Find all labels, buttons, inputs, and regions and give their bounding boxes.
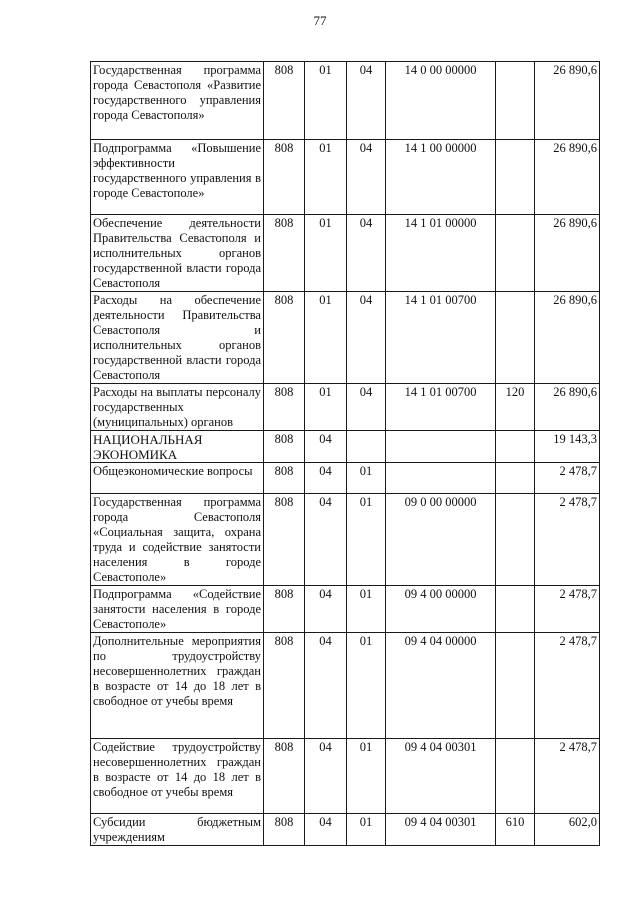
row-pr: 04 bbox=[347, 215, 386, 292]
row-ved: 808 bbox=[264, 384, 305, 431]
row-ved: 808 bbox=[264, 586, 305, 633]
row-rz: 04 bbox=[305, 739, 347, 814]
row-ved: 808 bbox=[264, 431, 305, 463]
row-csr: 09 4 04 00301 bbox=[386, 739, 496, 814]
row-ved: 808 bbox=[264, 739, 305, 814]
row-pr: 04 bbox=[347, 62, 386, 140]
row-csr: 14 1 01 00700 bbox=[386, 384, 496, 431]
row-vr: 610 bbox=[496, 814, 535, 846]
row-pr: 01 bbox=[347, 814, 386, 846]
row-vr bbox=[496, 292, 535, 384]
row-name: Подпрограмма «Повышение эффективности государственного управления в городе Севастополе» bbox=[91, 140, 264, 215]
row-rz: 01 bbox=[305, 292, 347, 384]
table-row bbox=[91, 431, 600, 463]
table-row bbox=[91, 292, 600, 384]
table-row bbox=[91, 384, 600, 431]
table-row bbox=[91, 62, 600, 140]
row-vr bbox=[496, 463, 535, 494]
row-rz: 04 bbox=[305, 431, 347, 463]
row-sum: 2 478,7 bbox=[535, 586, 600, 633]
row-vr bbox=[496, 494, 535, 586]
row-pr: 04 bbox=[347, 292, 386, 384]
row-ved: 808 bbox=[264, 62, 305, 140]
row-name: Расходы на выплаты персоналу государственных (муниципальных) органов bbox=[91, 384, 264, 431]
row-ved: 808 bbox=[264, 814, 305, 846]
row-csr: 09 4 04 00000 bbox=[386, 633, 496, 739]
row-vr bbox=[496, 62, 535, 140]
row-vr: 120 bbox=[496, 384, 535, 431]
row-csr: 14 1 00 00000 bbox=[386, 140, 496, 215]
row-rz: 01 bbox=[305, 62, 347, 140]
row-name: Подпрограмма «Содействие занятости населения в городе Севастополе» bbox=[91, 586, 264, 633]
row-ved: 808 bbox=[264, 463, 305, 494]
row-sum: 19 143,3 bbox=[535, 431, 600, 463]
row-csr: 14 1 01 00000 bbox=[386, 215, 496, 292]
row-sum: 2 478,7 bbox=[535, 739, 600, 814]
row-ved: 808 bbox=[264, 140, 305, 215]
row-pr bbox=[347, 431, 386, 463]
row-pr: 01 bbox=[347, 739, 386, 814]
row-ved: 808 bbox=[264, 633, 305, 739]
table-row bbox=[91, 739, 600, 814]
table-row bbox=[91, 140, 600, 215]
row-sum: 602,0 bbox=[535, 814, 600, 846]
row-name: Расходы на обеспечение деятельности Правительства Севастополя и исполнительных органов государственной власти города Севастополя bbox=[91, 292, 264, 384]
table-row bbox=[91, 814, 600, 846]
row-csr: 09 0 00 00000 bbox=[386, 494, 496, 586]
row-pr: 01 bbox=[347, 586, 386, 633]
page-number: 77 bbox=[313, 13, 327, 28]
row-csr: 09 4 00 00000 bbox=[386, 586, 496, 633]
row-name: Обеспечение деятельности Правительства Севастополя и исполнительных органов государственной власти города Севастополя bbox=[91, 215, 264, 292]
row-csr: 14 0 00 00000 bbox=[386, 62, 496, 140]
row-rz: 04 bbox=[305, 814, 347, 846]
row-name: Государственная программа города Севастополя «Развитие государственного управления города Севастополя» bbox=[91, 62, 264, 140]
table-row bbox=[91, 494, 600, 586]
row-pr: 01 bbox=[347, 463, 386, 494]
row-rz: 04 bbox=[305, 463, 347, 494]
row-ved: 808 bbox=[264, 215, 305, 292]
row-name: Субсидии бюджетным учреждениям bbox=[91, 814, 264, 846]
row-name: НАЦИОНАЛЬНАЯ ЭКОНОМИКА bbox=[91, 431, 264, 463]
table-row bbox=[91, 633, 600, 739]
row-sum: 2 478,7 bbox=[535, 633, 600, 739]
row-rz: 04 bbox=[305, 586, 347, 633]
row-rz: 01 bbox=[305, 140, 347, 215]
table-row bbox=[91, 463, 600, 494]
row-vr bbox=[496, 739, 535, 814]
row-name: Содействие трудоустройству несовершеннолетних граждан в возрасте от 14 до 18 лет в свободное от учебы время bbox=[91, 739, 264, 814]
row-csr: 09 4 04 00301 bbox=[386, 814, 496, 846]
budget-table-body bbox=[91, 62, 600, 846]
table-row bbox=[91, 215, 600, 292]
row-sum: 26 890,6 bbox=[535, 215, 600, 292]
row-sum: 2 478,7 bbox=[535, 463, 600, 494]
row-csr bbox=[386, 463, 496, 494]
row-csr bbox=[386, 431, 496, 463]
row-rz: 04 bbox=[305, 633, 347, 739]
row-pr: 01 bbox=[347, 633, 386, 739]
row-csr: 14 1 01 00700 bbox=[386, 292, 496, 384]
row-name: Государственная программа города Севастополя «Социальная защита, охрана труда и содействие занятости населения в городе Севастополе» bbox=[91, 494, 264, 586]
row-rz: 04 bbox=[305, 494, 347, 586]
table-row bbox=[91, 586, 600, 633]
row-vr bbox=[496, 140, 535, 215]
row-ved: 808 bbox=[264, 292, 305, 384]
budget-table bbox=[90, 61, 600, 846]
row-rz: 01 bbox=[305, 384, 347, 431]
row-sum: 2 478,7 bbox=[535, 494, 600, 586]
row-sum: 26 890,6 bbox=[535, 292, 600, 384]
row-pr: 01 bbox=[347, 494, 386, 586]
row-pr: 04 bbox=[347, 140, 386, 215]
row-ved: 808 bbox=[264, 494, 305, 586]
row-name: Дополнительные мероприятия по трудоустройству несовершеннолетних граждан в возрасте от 14 до 18 лет в свободное от учебы время bbox=[91, 633, 264, 739]
row-sum: 26 890,6 bbox=[535, 62, 600, 140]
row-vr bbox=[496, 586, 535, 633]
row-rz: 01 bbox=[305, 215, 347, 292]
row-sum: 26 890,6 bbox=[535, 384, 600, 431]
row-sum: 26 890,6 bbox=[535, 140, 600, 215]
row-vr bbox=[496, 431, 535, 463]
row-name: Общеэкономические вопросы bbox=[91, 463, 264, 494]
row-pr: 04 bbox=[347, 384, 386, 431]
row-vr bbox=[496, 633, 535, 739]
row-vr bbox=[496, 215, 535, 292]
